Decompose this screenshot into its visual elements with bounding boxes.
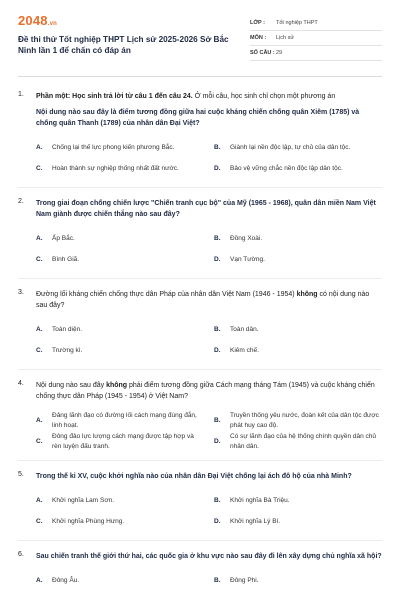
option-c[interactable]: C. Đông đảo lực lượng cách mạng được tập hợp và rèn luyện đấu tranh. [36,432,194,450]
question-subtext: Nội dung nào sau đây là điểm tương đồng giữa hai cuộc kháng chiến chống quân Xiêm (1785) và chống quân Thanh (1789) của nhân dân Đại Việt? [36,109,360,127]
exam-meta [250,16,382,61]
question-number: 6. [18,551,24,558]
options [36,228,382,270]
question-1 [18,91,382,179]
question-separator [18,460,382,461]
question-text: Đường lối kháng chiến chống thực dân Pháp của nhân dân Việt Nam (1946 - 1954) không có nội dung nào sau đây? [36,291,370,309]
question-2 [18,198,382,270]
question-number: 1. [18,91,24,98]
options [36,570,382,591]
question-separator [18,187,382,188]
option-a[interactable]: A. Đảng lãnh đạo có đường lối cách mạng đúng đắn, linh hoạt. [36,411,197,429]
option-b[interactable]: B. Giành lại nền độc lập, tự chủ của dân tộc. [214,143,351,151]
option-a[interactable]: A. Ấp Bắc. [36,234,75,242]
option-c[interactable]: C. Trường kì. [36,346,83,354]
question-text: Trong thế kỉ XV, cuộc khởi nghĩa nào của nhân dân Đại Việt chống lại ách đô hộ của nhà Minh? [36,473,352,480]
option-c[interactable]: C. Khởi nghĩa Phùng Hưng. [36,517,125,525]
options [36,410,382,452]
option-b[interactable]: B. Truyền thống yêu nước, đoàn kết của dân tộc được phát huy cao độ. [214,411,379,429]
option-b[interactable]: B. Đông Phi. [214,576,259,584]
options [36,137,382,179]
question-number: 4. [18,380,24,387]
question-text: Nội dung nào sau đây không phải điểm tương đồng giữa Cách mạng tháng Tám (1945) và cuộc kháng chiến chống thực dân Pháp (1945 - 1954) ở Việt Nam? [36,382,375,400]
meta-subject: MÔN : Lịch sử [250,31,382,46]
question-text: Trong giai đoạn chống chiến lược "Chiến tranh cục bộ" của Mỹ (1965 - 1968), quân dân miền Nam Việt Nam giành được chiến thắng nào sau đây? [36,200,376,218]
option-a[interactable]: A. Chống lại thế lực phong kiến phương Bắc. [36,143,175,151]
meta-class: LỚP : Tốt nghiệp THPT [250,16,382,31]
question-separator [18,540,382,541]
option-b[interactable]: B. Đồng Xoài. [214,234,263,242]
option-b[interactable]: B. Toàn dân. [214,325,259,333]
option-b[interactable]: B. Khởi nghĩa Bà Triệu. [214,496,290,504]
question-separator [18,369,382,370]
site-logo[interactable]: 2048.vn [18,13,58,28]
options [36,490,382,532]
question-number: 5. [18,471,24,478]
option-d[interactable]: D. Vạn Tường. [214,255,265,263]
question-5 [18,471,382,532]
header-left [18,14,240,56]
option-c[interactable]: C. Hoàn thành sự nghiệp thống nhất đất nước. [36,164,179,172]
header-divider [18,76,382,77]
question-text: Phần một: Học sinh trả lời từ câu 1 đến câu 24. Ở mỗi câu, học sinh chỉ chọn một phương án [36,93,336,100]
question-number: 2. [18,198,24,205]
option-a[interactable]: A. Khởi nghĩa Lam Sơn. [36,496,115,504]
option-a[interactable]: A. Đông Âu. [36,576,80,584]
question-number: 3. [18,289,24,296]
option-d[interactable]: D. Có sự lãnh đạo của hệ thống chính quyền dân chủ nhân dân. [214,432,377,450]
options [36,319,382,361]
meta-count: SỐ CÂU : 29 [250,46,382,61]
option-d[interactable]: D. Khởi nghĩa Lý Bí. [214,517,281,525]
question-3 [18,289,382,361]
question-text: Sau chiến tranh thế giới thứ hai, các quốc gia ở khu vực nào sau đây đi lên xây dựng chủ nghĩa xã hội? [36,553,382,560]
option-d[interactable]: D. Kiêm chế. [214,346,259,354]
document-title: Đề thi thử Tốt nghiệp THPT Lịch sử 2025-2026 Sở Bắc Ninh lần 1 để chấn có đáp án [18,35,229,55]
option-a[interactable]: A. Toàn diện. [36,325,82,333]
question-6 [18,551,382,591]
question-separator [18,278,382,279]
page-header [18,14,382,72]
option-c[interactable]: C. Bình Giã. [36,255,80,263]
option-d[interactable]: D. Bảo vệ vững chắc nền độc lập dân tộc. [214,164,343,172]
question-4 [18,380,382,452]
